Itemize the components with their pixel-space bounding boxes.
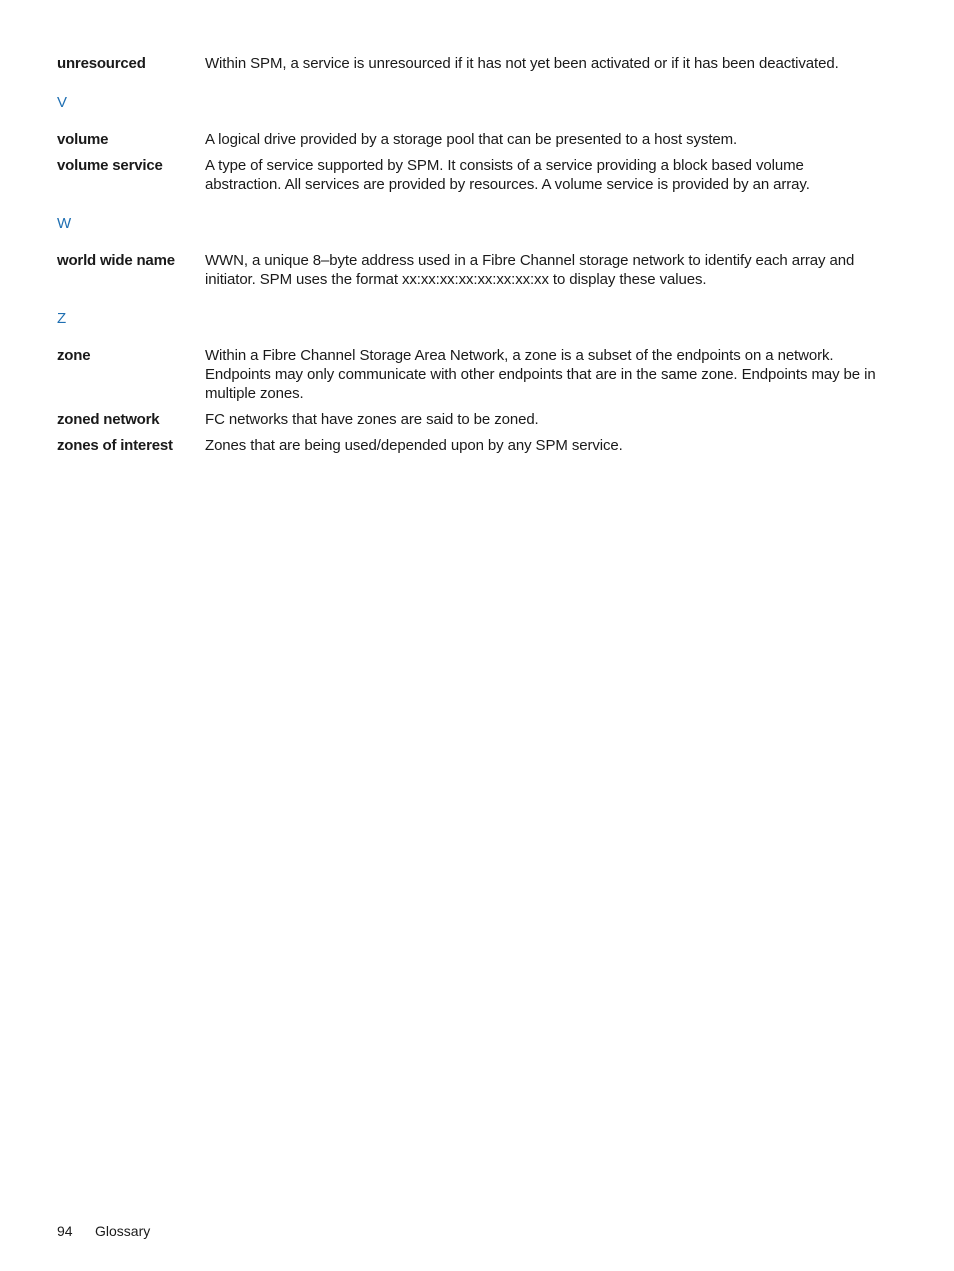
glossary-entry [57, 346, 877, 403]
glossary-term: zoned network [57, 411, 160, 428]
glossary-definition: Within SPM, a service is unresourced if it has not yet been activated or if it has been deactivated. [205, 55, 839, 72]
letter-heading-w: W [57, 215, 72, 232]
glossary-entry [57, 251, 877, 289]
letter-heading-v: V [57, 94, 68, 111]
page-number: 94 [57, 1223, 73, 1239]
glossary-definition: A type of service supported by SPM. It consists of a service providing a block based volume abstraction. All services are provided by resources. A volume service is provided by an array. [205, 157, 810, 193]
glossary-entry [57, 54, 877, 73]
glossary-definition: WWN, a unique 8–byte address used in a Fibre Channel storage network to identify each array and initiator. SPM uses the format xx:xx:xx:xx:xx:xx:xx:xx to display these values. [205, 252, 855, 288]
glossary-definition: A logical drive provided by a storage pool that can be presented to a host system. [205, 131, 738, 148]
glossary-list [57, 54, 877, 462]
glossary-definition: FC networks that have zones are said to be zoned. [205, 411, 539, 428]
glossary-term: world wide name [57, 252, 175, 269]
footer-section-title: Glossary [95, 1223, 151, 1239]
glossary-entry [57, 156, 877, 194]
glossary-term: zones of interest [57, 437, 173, 454]
glossary-definition: Zones that are being used/depended upon by any SPM service. [205, 437, 623, 454]
page-footer [57, 1222, 150, 1240]
glossary-term: volume service [57, 157, 163, 174]
glossary-definition: Within a Fibre Channel Storage Area Network, a zone is a subset of the endpoints on a network. Endpoints may only communicate with other endpoints that are in the same zone. Endpoints may be in multiple zones. [205, 347, 876, 402]
letter-heading-z: Z [57, 310, 67, 327]
glossary-term: zone [57, 347, 91, 364]
glossary-entry [57, 410, 877, 429]
glossary-term: unresourced [57, 55, 146, 72]
glossary-term: volume [57, 131, 109, 148]
glossary-entry [57, 436, 877, 455]
glossary-entry [57, 130, 877, 149]
